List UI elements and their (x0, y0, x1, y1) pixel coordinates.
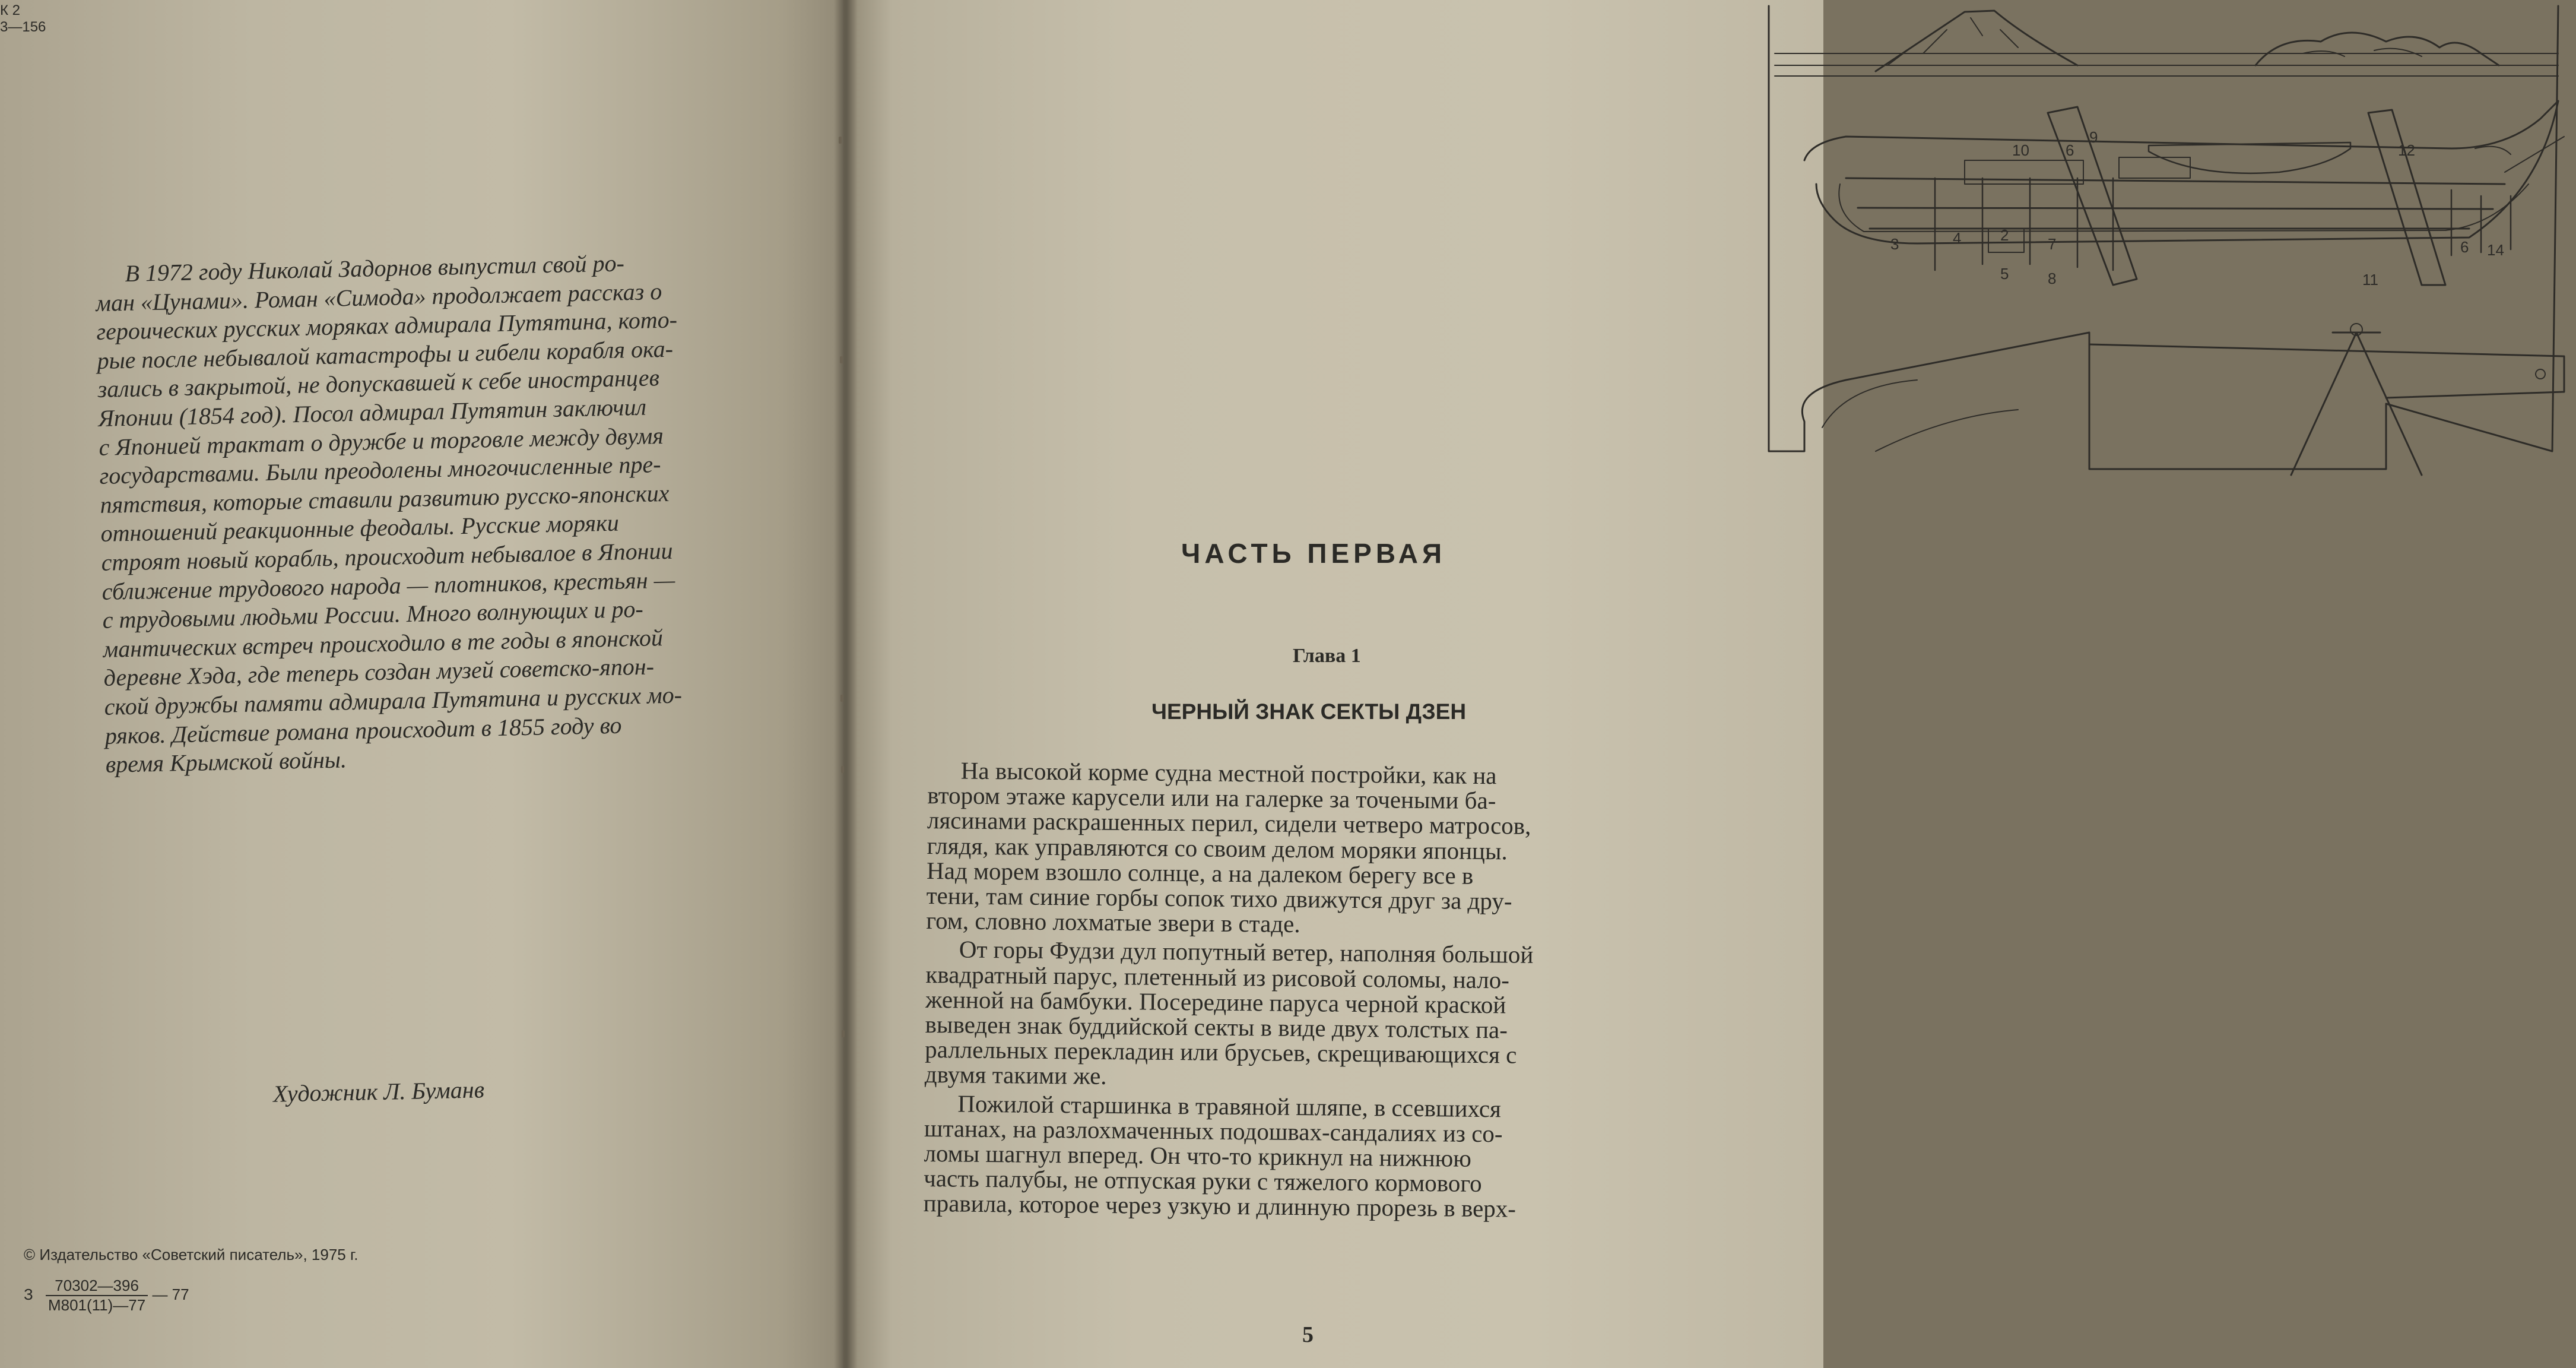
body-line: двумя такими же. (924, 1060, 1107, 1090)
annotation-line: рые после небывалой катастрофы и гибели корабля ока- (97, 335, 674, 374)
annotation-line: мантических встреч происходило в те годы в японской (103, 623, 664, 663)
illustrator-credit: Художник Л. Буманв (272, 1076, 485, 1107)
part-title: ЧАСТЬ ПЕРВАЯ (1181, 538, 1446, 569)
label-11: 11 (2362, 271, 2378, 289)
label-6: 6 (2066, 141, 2074, 159)
corner-mark-line: 3—156 (0, 19, 46, 35)
label-12: 12 (2398, 141, 2415, 159)
annotation-line: пятствия, которые ставили развитию русско-японских (100, 479, 670, 518)
annotation-line: отношений реакционные феодалы. Русские моряки (100, 509, 620, 547)
corner-mark (0, 2, 46, 36)
binding-stitch (839, 137, 842, 144)
annotation-line: с трудовыми людьми России. Много волнующих и ро- (102, 595, 644, 634)
annotation-line: строят новый корабль, происходит небывалое в Японии (101, 537, 673, 576)
binding-stitch (840, 695, 843, 702)
label-10: 10 (2012, 141, 2029, 159)
annotation-line: время Крымской войны. (105, 746, 347, 778)
body-line: Над морем взошло солнце, а на далеком берегу все в (926, 856, 1474, 889)
binding-stitch (842, 1030, 845, 1037)
body-line: правила, которое через узкую и длинную прорезь в верх- (923, 1189, 1517, 1223)
body-line: тени, там синие горбы сопок тихо движутся друг за дру- (926, 882, 1512, 915)
body-line: Пожилой старшинка в травяной шляпе, в ссевшихся (957, 1090, 1502, 1122)
body-line: штанах, на разлохмаченных подошвах-сандалиях из со- (924, 1114, 1503, 1148)
page-number: 5 (1302, 1322, 1314, 1347)
catalog-code-denominator: М801(11)—77 (47, 1296, 146, 1314)
binding-stitch (841, 766, 844, 773)
body-line: ломы шагнул вперед. Он что-то крикнул на нижнюю (924, 1139, 1472, 1172)
body-line: втором этаже карусели или на галерке за точеными ба- (927, 781, 1496, 815)
right-page (843, 0, 2504, 1368)
corner-mark-line: К 2 (0, 2, 20, 18)
body-line: часть палубы, не отпуская руки с тяжелого кормового (923, 1164, 1482, 1198)
body-line: глядя, как управляются со своим делом моряки японцы. (927, 831, 1508, 864)
drawing-compass (2291, 332, 2422, 475)
body-line: На высокой корме судна местной постройки, как на (960, 756, 1497, 790)
binding-stitch (840, 356, 843, 363)
left-page (0, 0, 850, 1368)
ship-cross-section-illustration (1769, 0, 2576, 487)
annotation-line: героических русских моряках адмирала Путятина, кото- (96, 306, 678, 346)
annotation-line: с Японией трактат о дружбе и торговле между двумя (99, 422, 664, 461)
label-14: 14 (2487, 241, 2504, 259)
label-5: 5 (2000, 265, 2009, 283)
chapter-label: Глава 1 (1293, 645, 1361, 667)
body-line: гом, словно лохматые звери в стаде. (926, 907, 1300, 938)
book-gutter (834, 0, 858, 1368)
ship-hull (1804, 101, 2558, 243)
catalog-code-fraction (46, 1277, 148, 1315)
catalog-code-prefix: З (24, 1285, 33, 1303)
body-line: женной на бамбуки. Посередине паруса черной краской (925, 985, 1506, 1019)
copyright-line: © Издательство «Советский писатель», 1975 г. (24, 1246, 359, 1264)
mount-fuji (1876, 11, 2077, 71)
body-line: раллельных перекладин или брусьев, скрещивающихся с (925, 1036, 1517, 1069)
catalog-code-suffix: — 77 (152, 1285, 189, 1303)
annotation-line: зались в закрытой, не допускавшей к себе иностранцев (97, 364, 660, 403)
label-2: 2 (2000, 226, 2009, 244)
label-9: 9 (2089, 128, 2098, 146)
body-line: выведен знак буддийской секты в виде двух толстых па- (925, 1011, 1508, 1044)
catalog-code (24, 1277, 189, 1315)
chapter-title: ЧЕРНЫЙ ЗНАК СЕКТЫ ДЗЕН (1151, 699, 1467, 724)
mast-main (2368, 110, 2445, 285)
annotation-line: государствами. Были преодолены многочисленные пре- (99, 451, 661, 490)
annotation-line: ман «Цунами». Роман «Симода» продолжает рассказ о (96, 277, 662, 316)
label-7: 7 (2048, 235, 2057, 253)
chapter-body-text (924, 758, 1711, 1223)
body-line: лясинами раскрашенных перил, сидели четверо матросов, (927, 806, 1531, 840)
annotation-line: деревне Хэда, где теперь создан музей советско-япон- (103, 653, 655, 692)
book-annotation (95, 247, 735, 780)
label-8: 8 (2048, 270, 2057, 287)
annotation-line: Японии (1854 год). Посол адмирал Путятин заключил (98, 393, 647, 432)
ship-deck-upper (1846, 178, 2505, 184)
catalog-code-numerator: 70302—396 (46, 1277, 148, 1296)
annotation-line: ряков. Действие романа происходит в 1855 году во (104, 711, 622, 749)
label-6-aft: 6 (2460, 238, 2469, 256)
body-line: От горы Фудзи дул попутный ветер, наполняя большой (959, 935, 1534, 969)
annotation-line: ской дружбы памяти адмирала Путятина и русских мо- (104, 681, 683, 720)
body-line: квадратный парус, плетенный из рисовой соломы, нало- (925, 960, 1510, 994)
label-4: 4 (1953, 229, 1962, 247)
drawing-sheet (2089, 344, 2564, 398)
label-3: 3 (1890, 235, 1899, 253)
annotation-line: сближение трудового народа — плотников, крестьян — (101, 566, 675, 605)
annotation-line: В 1972 году Николай Задорнов выпустил свой ро- (125, 249, 625, 287)
cloud-shape (2255, 33, 2499, 65)
